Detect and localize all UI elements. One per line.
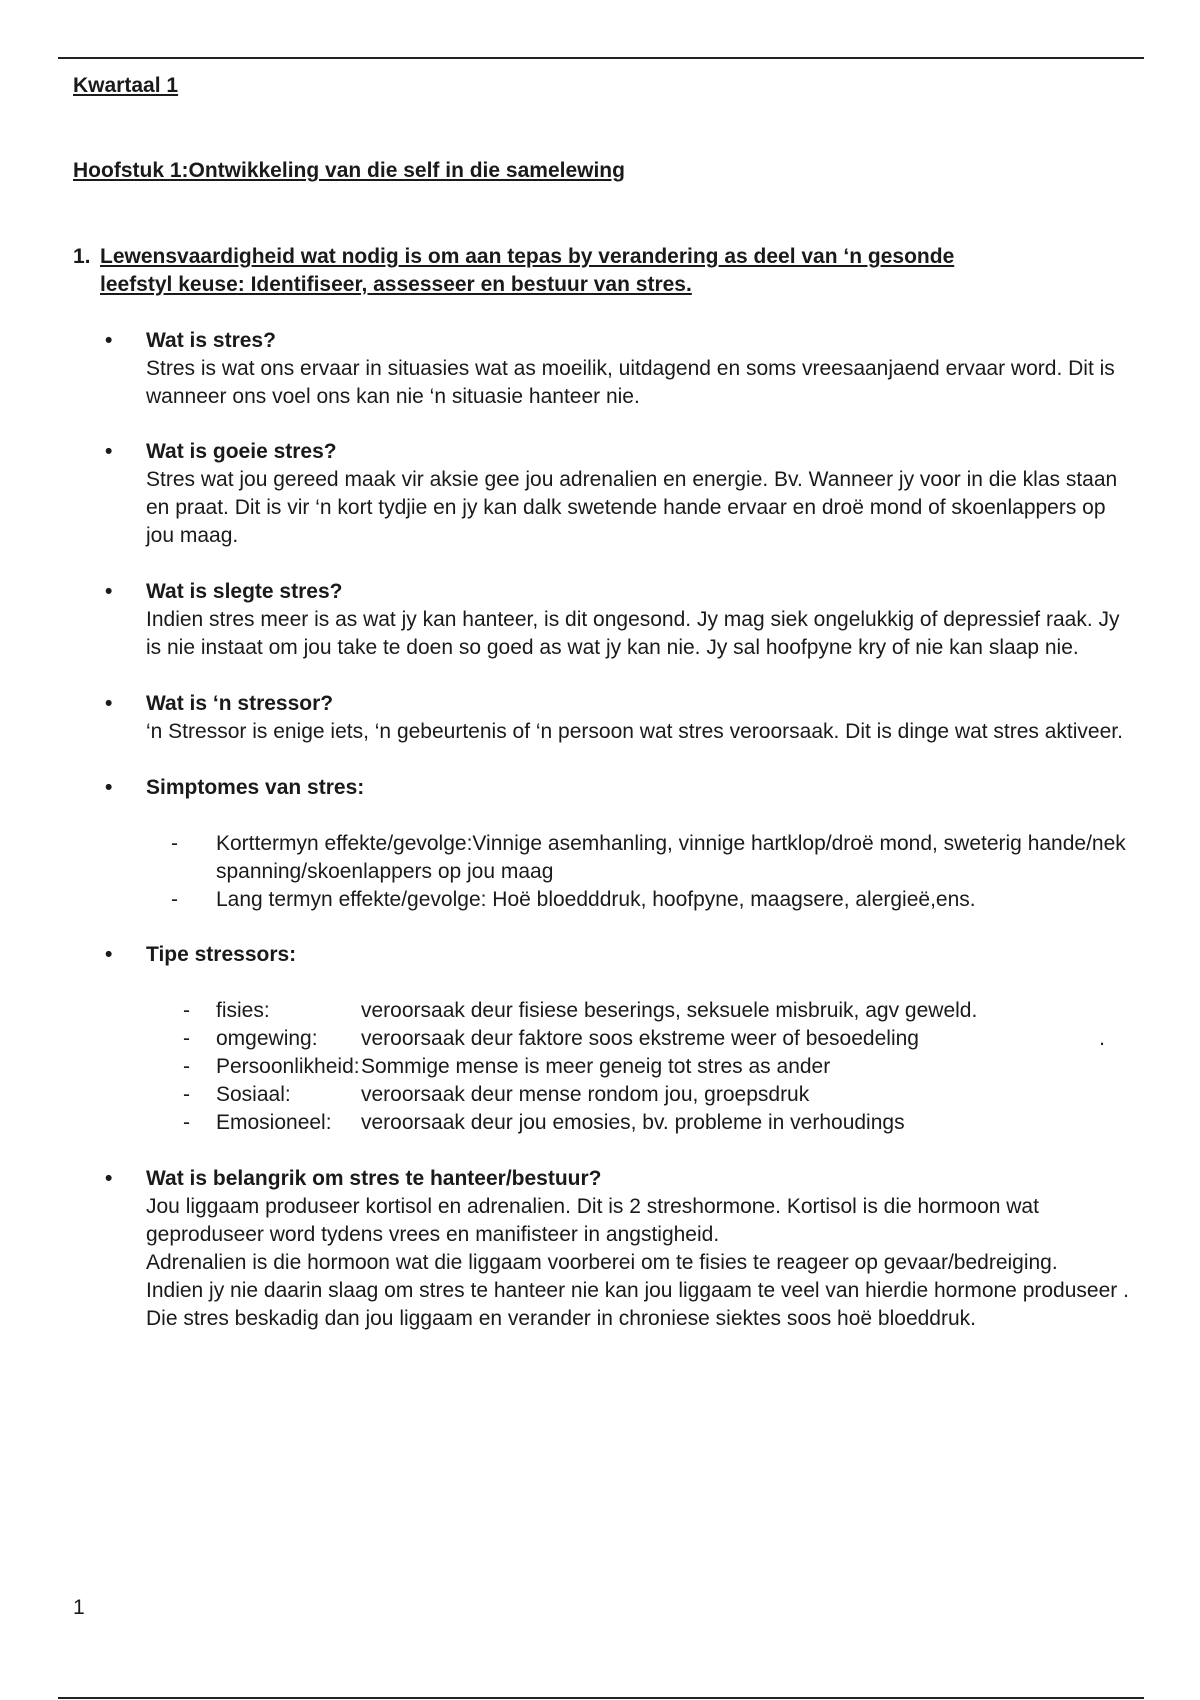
question: Tipe stressors:	[146, 943, 297, 967]
list-item-stressor-types	[73, 941, 1133, 1137]
stressor-type-value: veroorsaak deur faktore soos ekstreme weer of besoedeling	[361, 1027, 919, 1051]
bullet-icon: •	[105, 1166, 113, 1190]
stressor-type-value: veroorsaak deur jou emosies, bv. probleme in verhoudings	[361, 1111, 905, 1135]
symptom-long-term	[146, 886, 1133, 914]
stressor-type-value: Sommige mense is meer geneig tot stres as ander	[361, 1055, 831, 1079]
symptoms-list	[146, 830, 1133, 914]
dash-icon: -	[183, 1055, 190, 1079]
question: Simptomes van stres:	[146, 775, 365, 799]
stressor-type-key: fisies:	[216, 999, 270, 1023]
section-heading	[73, 243, 1133, 299]
stressor-type-key: Sosiaal:	[216, 1083, 291, 1107]
answer: Stres wat jou gereed maak vir aksie gee jou adrenalien en energie. Bv. Wanneer jy voor in die klas staan en praat. Dit is vir ‘n kort tydjie en jy kan dalk swetende hande ervaar en droë mond of skoenlappers op jou maag.	[146, 468, 1118, 548]
dash-icon: -	[171, 831, 178, 855]
question: Wat is goeie stres?	[146, 440, 337, 464]
list-item-stress-management	[73, 1165, 1133, 1333]
stressor-type-value: veroorsaak deur fisiese beserings, seksuele misbruik, agv geweld.	[361, 999, 978, 1023]
answer: ‘n Stressor is enige iets, ‘n gebeurtenis of ‘n persoon wat stres veroorsaak. Dit is dinge wat stres aktiveer.	[146, 719, 1123, 743]
answer: Indien stres meer is as wat jy kan hanteer, is dit ongesond. Jy mag siek ongelukkig of depressief raak. Jy is nie instaat om jou take te doen so goed as wat jy kan nie. Jy sal hoofpyne kry of nie kan slaap nie.	[146, 608, 1120, 659]
question: Wat is ‘n stressor?	[146, 691, 334, 715]
section-title	[100, 243, 954, 299]
stressor-type-key: omgewing:	[216, 1027, 318, 1051]
stress-topics-list	[73, 327, 1133, 1333]
question: Wat is slegte stres?	[146, 580, 343, 604]
stressor-type-row	[146, 997, 1133, 1025]
bullet-icon: •	[105, 328, 113, 352]
symptom-short-term	[146, 830, 1133, 886]
page-number: 1	[73, 1596, 85, 1619]
document-page	[73, 72, 1133, 1333]
bottom-rule	[58, 1697, 1144, 1699]
symptom-text: Korttermyn effekte/gevolge:Vinnige asemhanling, vinnige hartklop/droë mond, sweterig hande/nek spanning/skoenlappers op jou maag	[216, 831, 1126, 883]
answer: Stres is wat ons ervaar in situasies wat as moeilik, uitdagend en soms vreesaanjaend ervaar word. Dit is wanneer ons voel ons kan nie ‘n situasie hanteer nie.	[146, 356, 1115, 408]
dash-icon: -	[171, 887, 178, 911]
stressor-type-value: veroorsaak deur mense rondom jou, groepsdruk	[361, 1083, 810, 1107]
answer-paragraph: Adrenalien is die hormoon wat die liggaam voorberei om te fisies te reageer op gevaar/bedreiging.	[146, 1250, 1058, 1274]
list-item-stressor	[73, 690, 1133, 746]
dash-icon: -	[183, 1111, 190, 1135]
dash-icon: -	[183, 1027, 190, 1051]
section-number: 1.	[73, 244, 91, 268]
chapter-heading: Hoofstuk 1:Ontwikkeling van die self in die samelewing	[73, 158, 625, 182]
bullet-icon: •	[105, 580, 113, 604]
section-title-line1: Lewensvaardigheid wat nodig is om aan tepas by verandering as deel van ‘n gesonde	[100, 244, 955, 268]
list-item-symptoms	[73, 774, 1133, 914]
bullet-icon: •	[105, 943, 113, 967]
list-item-good-stress	[73, 438, 1133, 550]
quarter-heading: Kwartaal 1	[73, 74, 179, 97]
dash-icon: -	[183, 1083, 190, 1107]
bullet-icon: •	[105, 775, 113, 799]
stressor-type-row	[146, 1081, 1133, 1109]
top-rule	[58, 57, 1144, 59]
bullet-icon: •	[105, 691, 113, 715]
stressor-type-row	[146, 1053, 1133, 1081]
bullet-icon: •	[105, 440, 113, 464]
symptom-text: Lang termyn effekte/gevolge: Hoë bloedddruk, hoofpyne, maagsere, alergieë,ens.	[216, 887, 976, 911]
stray-period-mark: .	[1099, 1027, 1105, 1051]
list-item-bad-stress	[73, 578, 1133, 662]
stressor-type-key: Emosioneel:	[216, 1111, 332, 1135]
answer-paragraph: Jou liggaam produseer kortisol en adrenalien. Dit is 2 streshormone. Kortisol is die hormoon wat geproduseer word tydens vrees en manifisteer in angstigheid.	[146, 1194, 1039, 1246]
question: Wat is belangrik om stres te hanteer/bestuur?	[146, 1166, 602, 1190]
answer-paragraph: Indien jy nie daarin slaag om stres te hanteer nie kan jou liggaam te veel van hierdie hormone produseer . Die stres beskadig dan jou liggaam en verander in chroniese siektes soos hoë bloeddruk.	[146, 1278, 1129, 1330]
stressor-type-row	[146, 1109, 1133, 1137]
dash-icon: -	[183, 999, 190, 1023]
list-item-what-is-stress	[73, 327, 1133, 411]
stressor-type-row	[146, 1025, 1133, 1053]
question: Wat is stres?	[146, 328, 276, 352]
section-title-line2: leefstyl keuse: Identifiseer, assesseer en bestuur van stres.	[100, 272, 692, 296]
stressor-type-key: Persoonlikheid:	[216, 1055, 360, 1079]
stressor-types-list	[146, 997, 1133, 1137]
